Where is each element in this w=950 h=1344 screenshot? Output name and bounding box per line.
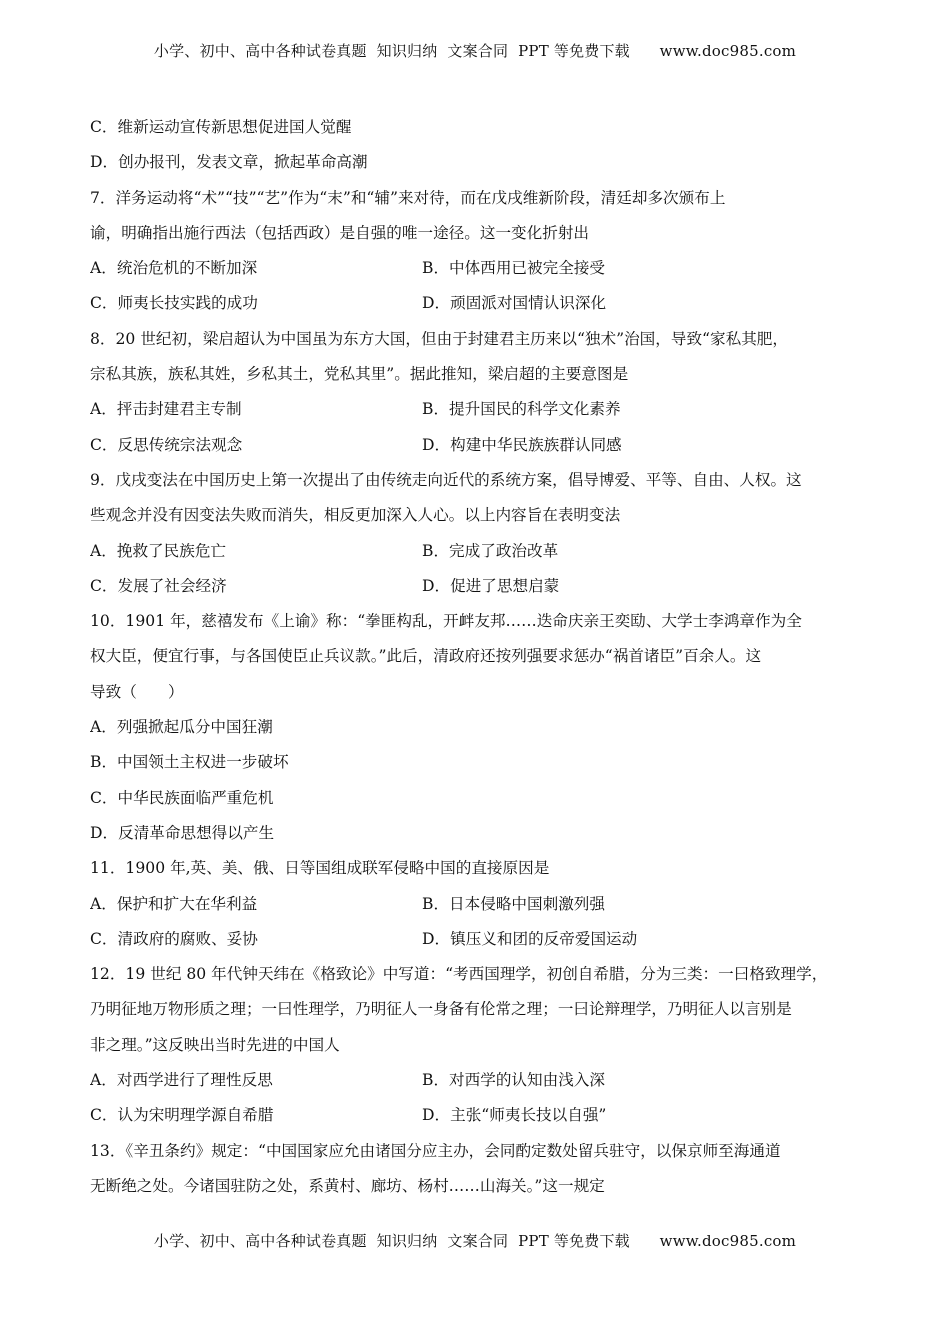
q12-option-d: D．主张“师夷长技以自强” (422, 1106, 607, 1125)
q9-options-row2 (90, 569, 862, 604)
q10-stem-line1: 10．1901 年，慈禧发布《上谕》称：“拳匪构乱，开衅友邦……迭命庆亲王奕劻、大学士李鸿章作为全 (90, 612, 802, 631)
q11-option-d: D．镇压义和团的反帝爱国运动 (422, 929, 638, 948)
q11-stem-line1: 11．1900 年,英、美、俄、日等国组成联军侵略中国的直接原因是 (90, 859, 550, 878)
q12-stem-line2: 乃明征地万物形质之理；一曰性理学，乃明征人一身备有伦常之理；一曰论辩理学，乃明征人以言别是 (90, 1000, 792, 1019)
q9-option-b: B．完成了政治改革 (422, 541, 559, 560)
q7-options-row1 (90, 251, 862, 286)
question-list (90, 110, 862, 1204)
q11-options-row1 (90, 887, 862, 922)
q10-stem-line2: 权大臣，便宜行事，与各国使臣止兵议款。”此后，清政府还按列强要求惩办“祸首诸臣”百余人。这 (90, 647, 762, 666)
q6-option-c: C．维新运动宣传新思想促进国人觉醒 (90, 118, 352, 136)
q7-option-c: C．师夷长技实践的成功 (90, 294, 258, 313)
q8-options-row2 (90, 428, 862, 463)
q12-options-row1 (90, 1063, 862, 1098)
q10-stem-line3: 导致（ ） (90, 682, 184, 701)
q10-option-c: C．中华民族面临严重危机 (90, 788, 274, 807)
q7-option-a: A．统治危机的不断加深 (90, 259, 258, 278)
q8-stem-line2: 宗私其族，族私其姓，乡私其土，党私其里”。据此推知，梁启超的主要意图是 (90, 365, 629, 384)
q7-option-b: B．中体西用已被完全接受 (422, 259, 605, 278)
q13-stem-line1: 13．《辛丑条约》规定：“中国国家应允由诸国分应主办，会同酌定数处留兵驻守，以保京师至海通道 (90, 1141, 781, 1160)
q9-options-row1 (90, 534, 862, 569)
q11-options-row2 (90, 922, 862, 957)
q12-option-b: B．对西学的认知由浅入深 (422, 1071, 605, 1090)
q12-option-c: C．认为宋明理学源自希腊 (90, 1106, 274, 1125)
q10-option-b: B．中国领土主权进一步破坏 (90, 753, 289, 772)
q7-option-d: D．顽固派对国情认识深化 (422, 294, 607, 313)
q9-stem-line1: 9．戊戌变法在中国历史上第一次提出了由传统走向近代的系统方案，倡导博爱、平等、自由、人权。这 (90, 470, 802, 489)
q8-stem-line1: 8．20 世纪初，梁启超认为中国虽为东方大国，但由于封建君主历来以“独术”治国，导致“家私其肥， (90, 329, 788, 348)
q8-option-b: B．提升国民的科学文化素养 (422, 400, 621, 419)
q9-stem-line2: 些观念并没有因变法失败而消失，相反更加深入人心。以上内容旨在表明变法 (90, 506, 621, 525)
q6-option-d: D．创办报刊，发表文章，掀起革命高潮 (90, 153, 368, 172)
q7-stem-line1: 7．洋务运动将“术”“技”“艺”作为“末”和“辅”来对待，而在戊戌维新阶段，清廷却多次颁布上 (90, 188, 726, 207)
q9-option-c: C．发展了社会经济 (90, 576, 227, 595)
q10-option-a: A．列强掀起瓜分中国狂潮 (90, 718, 273, 737)
q10-option-d: D．反清革命思想得以产生 (90, 823, 275, 842)
q8-option-d: D．构建中华民族族群认同感 (422, 435, 622, 454)
q12-stem-line3: 非之理。”这反映出当时先进的中国人 (90, 1035, 340, 1054)
q11-option-b: B．日本侵略中国刺激列强 (422, 894, 605, 913)
q11-option-c: C．清政府的腐败、妥协 (90, 929, 258, 948)
q9-option-d: D．促进了思想启蒙 (422, 576, 560, 595)
q8-options-row1 (90, 392, 862, 427)
q8-option-c: C．反思传统宗法观念 (90, 435, 243, 454)
q7-stem-line2: 谕，明确指出施行西法（包括西政）是自强的唯一途径。这一变化折射出 (90, 223, 590, 242)
page-header: 小学、初中、高中各种试卷真题 知识归纳 文案合同 PPT 等免费下载 www.doc985.com (153, 42, 797, 60)
q12-options-row2 (90, 1098, 862, 1133)
q12-stem-line1: 12．19 世纪 80 年代钟天纬在《格致论》中写道：“考西国理学，初创自希腊，分为三类：一曰格致理学， (90, 965, 828, 984)
q8-option-a: A．抨击封建君主专制 (90, 400, 242, 419)
page-footer: 小学、初中、高中各种试卷真题 知识归纳 文案合同 PPT 等免费下载 www.doc985.com (153, 1232, 797, 1250)
q12-option-a: A．对西学进行了理性反思 (90, 1071, 273, 1090)
q7-options-row2 (90, 286, 862, 321)
q13-stem-line2: 无断绝之处。今诸国驻防之处，系黄村、廊坊、杨村……山海关。”这一规定 (90, 1176, 605, 1195)
q9-option-a: A．挽救了民族危亡 (90, 541, 227, 560)
q11-option-a: A．保护和扩大在华利益 (90, 894, 258, 913)
